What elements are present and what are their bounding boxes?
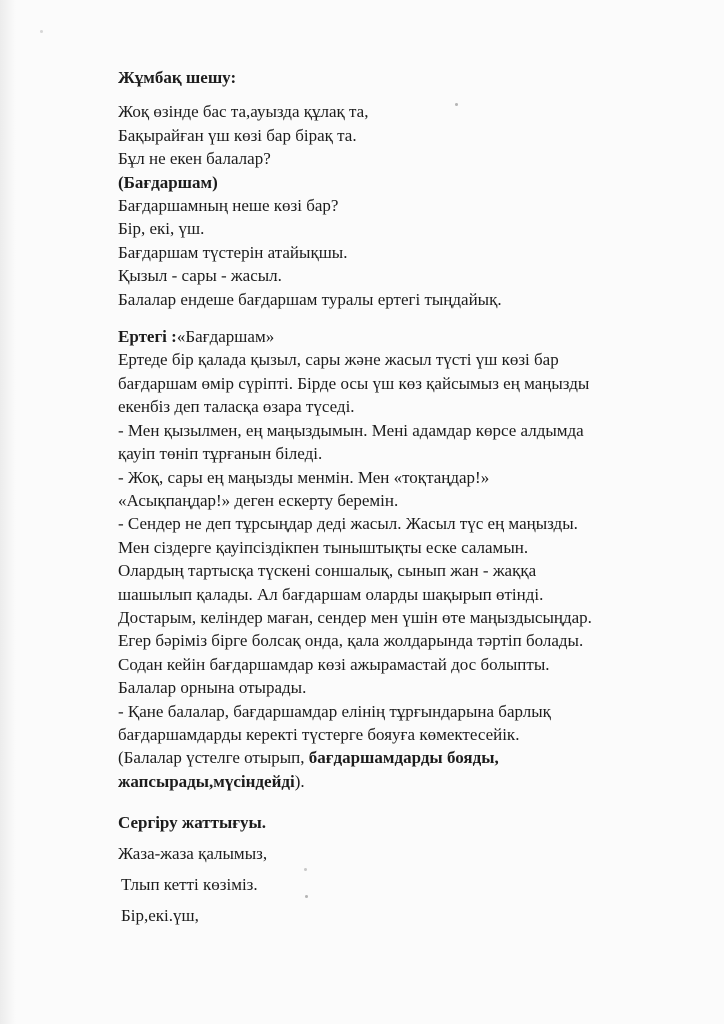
tale-title: «Бағдаршам» [176, 327, 275, 347]
riddle-line: Жоқ өзінде бас та,ауызда құлақ та, [118, 102, 369, 122]
qa-line: Қызыл - сары - жасыл. [118, 266, 282, 286]
tale-line: Достарым, келіндер маған, сендер мен үшін өте маңыздысыңдар. [118, 607, 592, 627]
tale-line: «Асықпаңдар!» деген ескерту беремін. [118, 490, 399, 510]
tale-line: шашылып қалады. Ал бағдаршам оларды шақырып өтінді. [118, 584, 544, 604]
qa-line: Бағдаршам түстерін атайықшы. [118, 242, 348, 262]
tale-line: Мен сіздерге қауіпсіздікпен тыныштықты еске саламын. [118, 537, 529, 557]
exercise-line: Бір,екі.үш, [121, 906, 199, 926]
riddle-heading: Жұмбақ шешу: [118, 68, 237, 87]
tale-line: Егер бәріміз бірге болсақ онда, қала жолдарында тәртіп болады. [118, 631, 584, 651]
tale-line: екенбіз деп таласқа өзара түседі. [118, 397, 355, 417]
tale-line: - Сендер не деп тұрсыңдар деді жасыл. Жасыл түс ең маңызды. [118, 514, 578, 534]
riddle-text [118, 100, 708, 311]
tale-line: Балалар орнына отырады. [118, 678, 307, 698]
tale-line: бағдаршам өмір сүріпті. Бірде осы үш көз қайсымыз ең маңызды [118, 373, 590, 393]
tale-line: - Қане балалар, бағдаршамдар елінің тұрғындарына барлық [118, 701, 551, 721]
qa-line: Бір, екі, үш. [118, 219, 205, 239]
tale-line: Олардың тартысқа түскені соншалық, сынып жан - жаққа [118, 561, 537, 581]
tale-closing-line [118, 746, 708, 769]
riddle-line: Бұл не екен балалар? [118, 149, 271, 169]
tale-line: бағдаршамдарды керекті түстерге бояуға көмектесейік. [118, 724, 520, 744]
page-edge-shadow [0, 0, 16, 1024]
tale-section [118, 325, 708, 793]
exercise-section [118, 810, 708, 928]
riddle-section [118, 66, 708, 311]
tale-line: Содан кейін бағдаршамдар көзі ажырамастай дос болыпты. [118, 654, 550, 674]
qa-line: Балалар ендеше бағдаршам туралы ертегі тыңдайық. [118, 289, 502, 309]
exercise-heading: Сергіру жаттығуы. [118, 813, 267, 833]
tale-line: - Мен қызылмен, ең маңыздымын. Мені адамдар көрсе алдымда [118, 420, 584, 440]
closing-bold-text: жапсырады,мүсіндейді [118, 771, 295, 791]
riddle-answer: (Бағдаршам) [118, 172, 218, 192]
tale-line: Ертеде бір қалада қызыл, сары және жасыл түсті үш көзі бар [118, 350, 559, 370]
closing-bold-text: бағдаршамдарды бояды, [308, 748, 499, 768]
riddle-line: Бақырайған үш көзі бар бірақ та. [118, 125, 357, 145]
tale-closing-line [118, 770, 708, 793]
closing-plain-text: (Балалар үстелге отырып, [118, 748, 309, 768]
closing-plain-text: ). [294, 771, 305, 791]
document-body [118, 66, 708, 928]
tale-heading-label: Ертегі : [118, 327, 177, 347]
exercise-line: Тлып кетті көзіміз. [121, 875, 258, 895]
exercise-line: Жаза-жаза қалымыз, [118, 844, 268, 864]
tale-line: қауіп төніп тұрғанын біледі. [118, 444, 323, 464]
qa-line: Бағдаршамның неше көзі бар? [118, 196, 339, 216]
scan-speck [40, 30, 43, 33]
tale-heading [118, 325, 708, 348]
tale-line: - Жоқ, сары ең маңызды менмін. Мен «тоқтаңдар!» [118, 467, 490, 487]
